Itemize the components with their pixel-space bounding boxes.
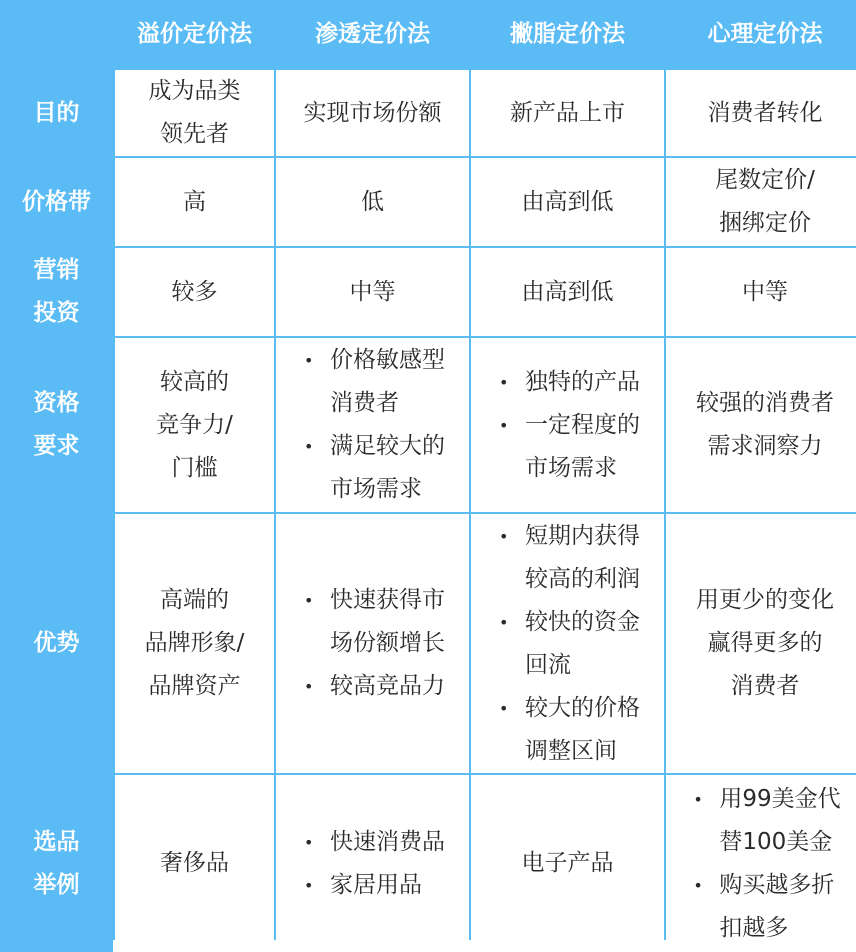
table-corner bbox=[0, 0, 113, 68]
table-cell: 较高的 竞争力/ 门槛 bbox=[115, 338, 274, 512]
row-header-purpose: 目的 bbox=[0, 70, 113, 156]
table-cell bbox=[276, 514, 469, 773]
table-cell: 由高到低 bbox=[471, 248, 664, 336]
row-header-advantages: 优势 bbox=[0, 514, 113, 773]
list-item: • 较大的价格 调整区间 bbox=[495, 687, 640, 773]
row-header-product-examples: 选品 举例 bbox=[0, 775, 113, 952]
bullet-list bbox=[300, 821, 445, 907]
table-cell bbox=[276, 338, 469, 512]
row-header-requirements: 资格 要求 bbox=[0, 338, 113, 512]
table-cell: 用更少的变化 赢得更多的 消费者 bbox=[666, 514, 856, 773]
bullet-list bbox=[495, 361, 640, 490]
table-cell: 尾数定价/ 捆绑定价 bbox=[666, 158, 856, 246]
bullet-list bbox=[495, 515, 640, 773]
list-item: • 快速消费品 bbox=[300, 821, 445, 864]
table-cell: 中等 bbox=[666, 248, 856, 336]
list-item: • 满足较大的 市场需求 bbox=[300, 425, 445, 511]
column-header-premium-pricing: 溢价定价法 bbox=[115, 0, 274, 68]
list-item: • 短期内获得 较高的利润 bbox=[495, 515, 640, 601]
table-cell: 高 bbox=[115, 158, 274, 246]
table-cell: 新产品上市 bbox=[471, 70, 664, 156]
row-header-price-band: 价格带 bbox=[0, 158, 113, 246]
list-item: • 较高竞品力 bbox=[300, 665, 445, 708]
column-header-psychological-pricing: 心理定价法 bbox=[666, 0, 856, 68]
bullet-list bbox=[300, 579, 445, 708]
column-header-skimming-pricing: 撇脂定价法 bbox=[471, 0, 664, 68]
table-cell: 奢侈品 bbox=[115, 775, 274, 952]
list-item: • 购买越多折 扣越多 bbox=[689, 864, 840, 950]
table-cell: 高端的 品牌形象/ 品牌资产 bbox=[115, 514, 274, 773]
row-header-marketing-investment: 营销 投资 bbox=[0, 248, 113, 336]
table-cell: 电子产品 bbox=[471, 775, 664, 952]
table-cell: 较强的消费者 需求洞察力 bbox=[666, 338, 856, 512]
table-cell: 实现市场份额 bbox=[276, 70, 469, 156]
list-item: • 独特的产品 bbox=[495, 361, 640, 404]
list-item: • 家居用品 bbox=[300, 864, 445, 907]
table-cell: 由高到低 bbox=[471, 158, 664, 246]
table-cell bbox=[471, 338, 664, 512]
bullet-list bbox=[689, 778, 840, 950]
table-cell bbox=[666, 775, 856, 952]
column-header-penetration-pricing: 渗透定价法 bbox=[276, 0, 469, 68]
table-cell: 低 bbox=[276, 158, 469, 246]
bullet-list bbox=[300, 339, 445, 511]
list-item: • 较快的资金 回流 bbox=[495, 601, 640, 687]
table-cell: 消费者转化 bbox=[666, 70, 856, 156]
list-item: • 价格敏感型 消费者 bbox=[300, 339, 445, 425]
list-item: • 用99美金代 替100美金 bbox=[689, 778, 840, 864]
table-cell bbox=[276, 775, 469, 952]
table-cell: 成为品类 领先者 bbox=[115, 70, 274, 156]
list-item: • 快速获得市 场份额增长 bbox=[300, 579, 445, 665]
list-item: • 一定程度的 市场需求 bbox=[495, 404, 640, 490]
table-cell bbox=[471, 514, 664, 773]
table-cell: 较多 bbox=[115, 248, 274, 336]
table-cell: 中等 bbox=[276, 248, 469, 336]
